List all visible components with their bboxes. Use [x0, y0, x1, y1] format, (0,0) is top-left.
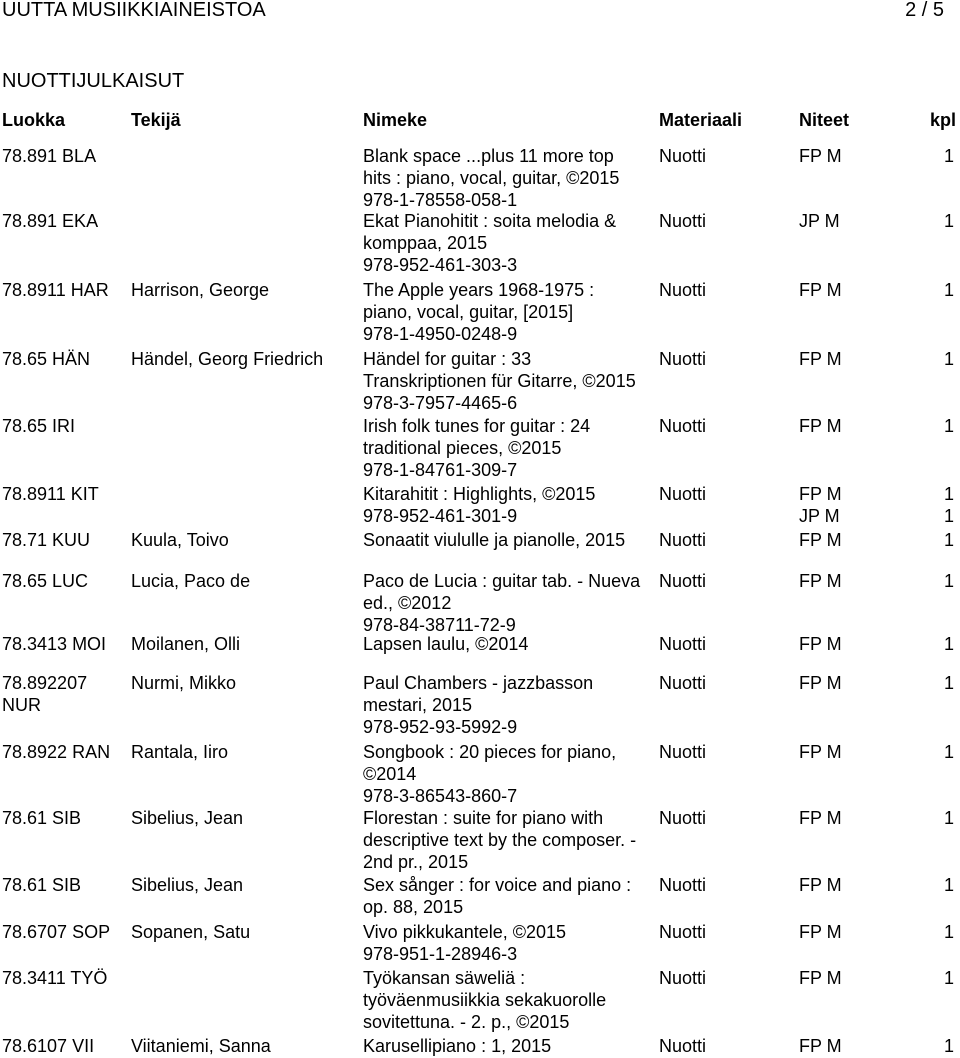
author: Lucia, Paco de	[131, 571, 251, 591]
title: 978-3-86543-860-7	[363, 786, 518, 806]
call-number: 78.8911 HAR	[2, 280, 109, 300]
title: Lapsen laulu, ©2014	[363, 634, 529, 654]
title: Transkriptionen für Gitarre, ©2015	[363, 371, 636, 391]
title: komppaa, 2015	[363, 233, 488, 253]
copies-count: 1	[944, 506, 955, 526]
column-header-tekija: Tekijä	[131, 110, 181, 130]
copies-count: 1	[944, 968, 955, 988]
copies-count: 1	[944, 416, 955, 436]
copies-location: FP M	[799, 571, 842, 591]
title: 978-1-84761-309-7	[363, 460, 518, 480]
copies-count: 1	[944, 673, 955, 693]
copies-location: FP M	[799, 146, 842, 166]
copies-location: FP M	[799, 673, 842, 693]
material: Nuotti	[659, 484, 707, 504]
copies-count: 1	[944, 742, 955, 762]
title: työväenmusiikkia sekakuorolle	[363, 990, 607, 1010]
author: Harrison, George	[131, 280, 270, 300]
copies-location: FP M	[799, 1036, 842, 1056]
title: sovitettuna. - 2. p., ©2015	[363, 1012, 570, 1032]
copies-count: 1	[944, 211, 955, 231]
document-title: UUTTA MUSIIKKIAINEISTOA	[2, 0, 266, 21]
title: op. 88, 2015	[363, 897, 464, 917]
column-header-luokka: Luokka	[2, 110, 66, 130]
call-number: 78.8922 RAN	[2, 742, 111, 762]
title: Työkansan säweliä :	[363, 968, 526, 988]
title: Irish folk tunes for guitar : 24	[363, 416, 591, 436]
title: 2nd pr., 2015	[363, 852, 469, 872]
author: Händel, Georg Friedrich	[131, 349, 324, 369]
copies-count: 1	[944, 146, 955, 166]
author: Sibelius, Jean	[131, 808, 244, 828]
title: 978-952-461-303-3	[363, 255, 518, 275]
copies-count: 1	[944, 484, 955, 504]
title: Blank space ...plus 11 more top	[363, 146, 614, 166]
copies-location: FP M	[799, 742, 842, 762]
material: Nuotti	[659, 280, 707, 300]
material: Nuotti	[659, 416, 707, 436]
call-number: 78.6707 SOP	[2, 922, 111, 942]
copies-count: 1	[944, 875, 955, 895]
author: Moilanen, Olli	[131, 634, 241, 654]
page-number: 2 / 5	[905, 0, 944, 21]
title: ©2014	[363, 764, 417, 784]
copies-location: FP M	[799, 416, 842, 436]
call-number: 78.61 SIB	[2, 875, 82, 895]
copies-location: JP M	[799, 506, 840, 526]
title: traditional pieces, ©2015	[363, 438, 562, 458]
title: 978-951-1-28946-3	[363, 944, 518, 964]
copies-location: FP M	[799, 968, 842, 988]
material: Nuotti	[659, 742, 707, 762]
material: Nuotti	[659, 673, 707, 693]
title: Karusellipiano : 1, 2015	[363, 1036, 552, 1056]
copies-location: FP M	[799, 875, 842, 895]
author: Viitaniemi, Sanna	[131, 1036, 271, 1056]
title: Sonaatit viululle ja pianolle, 2015	[363, 530, 626, 550]
call-number: 78.61 SIB	[2, 808, 82, 828]
title: Songbook : 20 pieces for piano,	[363, 742, 617, 762]
call-number: 78.891 EKA	[2, 211, 99, 231]
material: Nuotti	[659, 349, 707, 369]
author: Rantala, Iiro	[131, 742, 229, 762]
material: Nuotti	[659, 146, 707, 166]
copies-location: FP M	[799, 808, 842, 828]
copies-count: 1	[944, 349, 955, 369]
title: Paco de Lucia : guitar tab. - Nueva	[363, 571, 641, 591]
copies-count: 1	[944, 530, 955, 550]
copies-location: FP M	[799, 530, 842, 550]
title: Händel for guitar : 33	[363, 349, 532, 369]
title: 978-952-461-301-9	[363, 506, 518, 526]
title: 978-1-4950-0248-9	[363, 324, 518, 344]
column-header-kpl: kpl	[930, 110, 957, 130]
material: Nuotti	[659, 1036, 707, 1056]
call-number: NUR	[2, 695, 41, 715]
title: 978-952-93-5992-9	[363, 717, 518, 737]
title: Ekat Pianohitit : soita melodia &	[363, 211, 617, 231]
copies-count: 1	[944, 1036, 955, 1056]
copies-location: FP M	[799, 484, 842, 504]
author: Sopanen, Satu	[131, 922, 251, 942]
title: Kitarahitit : Highlights, ©2015	[363, 484, 596, 504]
material: Nuotti	[659, 634, 707, 654]
material: Nuotti	[659, 808, 707, 828]
copies-count: 1	[944, 571, 955, 591]
author: Sibelius, Jean	[131, 875, 244, 895]
copies-count: 1	[944, 280, 955, 300]
title: 978-84-38711-72-9	[363, 615, 516, 635]
material: Nuotti	[659, 922, 707, 942]
title: descriptive text by the composer. -	[363, 830, 637, 850]
title: Florestan : suite for piano with	[363, 808, 604, 828]
title: Sex sånger : for voice and piano :	[363, 875, 632, 895]
material: Nuotti	[659, 211, 707, 231]
copies-location: FP M	[799, 349, 842, 369]
call-number: 78.891 BLA	[2, 146, 97, 166]
copies-location: FP M	[799, 280, 842, 300]
author: Nurmi, Mikko	[131, 673, 237, 693]
author: Kuula, Toivo	[131, 530, 229, 550]
copies-count: 1	[944, 808, 955, 828]
title: Paul Chambers - jazzbasson	[363, 673, 594, 693]
section-title: NUOTTIJULKAISUT	[2, 70, 185, 92]
title: The Apple years 1968-1975 :	[363, 280, 595, 300]
call-number: 78.65 HÄN	[2, 349, 91, 369]
title: 978-1-78558-058-1	[363, 190, 518, 210]
call-number: 78.71 KUU	[2, 530, 91, 550]
call-number: 78.65 IRI	[2, 416, 76, 436]
column-header-nimeke: Nimeke	[363, 110, 428, 130]
call-number: 78.6107 VII	[2, 1036, 95, 1056]
title: mestari, 2015	[363, 695, 473, 715]
column-header-materiaali: Materiaali	[659, 110, 743, 130]
copies-count: 1	[944, 634, 955, 654]
copies-location: FP M	[799, 634, 842, 654]
title: 978-3-7957-4465-6	[363, 393, 518, 413]
material: Nuotti	[659, 875, 707, 895]
material: Nuotti	[659, 530, 707, 550]
call-number: 78.65 LUC	[2, 571, 89, 591]
title: Vivo pikkukantele, ©2015	[363, 922, 567, 942]
copies-count: 1	[944, 922, 955, 942]
call-number: 78.3411 TYÖ	[2, 968, 108, 988]
material: Nuotti	[659, 571, 707, 591]
copies-location: FP M	[799, 922, 842, 942]
title: piano, vocal, guitar, [2015]	[363, 302, 574, 322]
material: Nuotti	[659, 968, 707, 988]
title: ed., ©2012	[363, 593, 452, 613]
title: hits : piano, vocal, guitar, ©2015	[363, 168, 620, 188]
call-number: 78.3413 MOI	[2, 634, 107, 654]
page-header	[0, 0, 960, 24]
column-header-niteet: Niteet	[799, 110, 850, 130]
copies-location: JP M	[799, 211, 840, 231]
call-number: 78.8911 KIT	[2, 484, 99, 504]
call-number: 78.892207	[2, 673, 88, 693]
